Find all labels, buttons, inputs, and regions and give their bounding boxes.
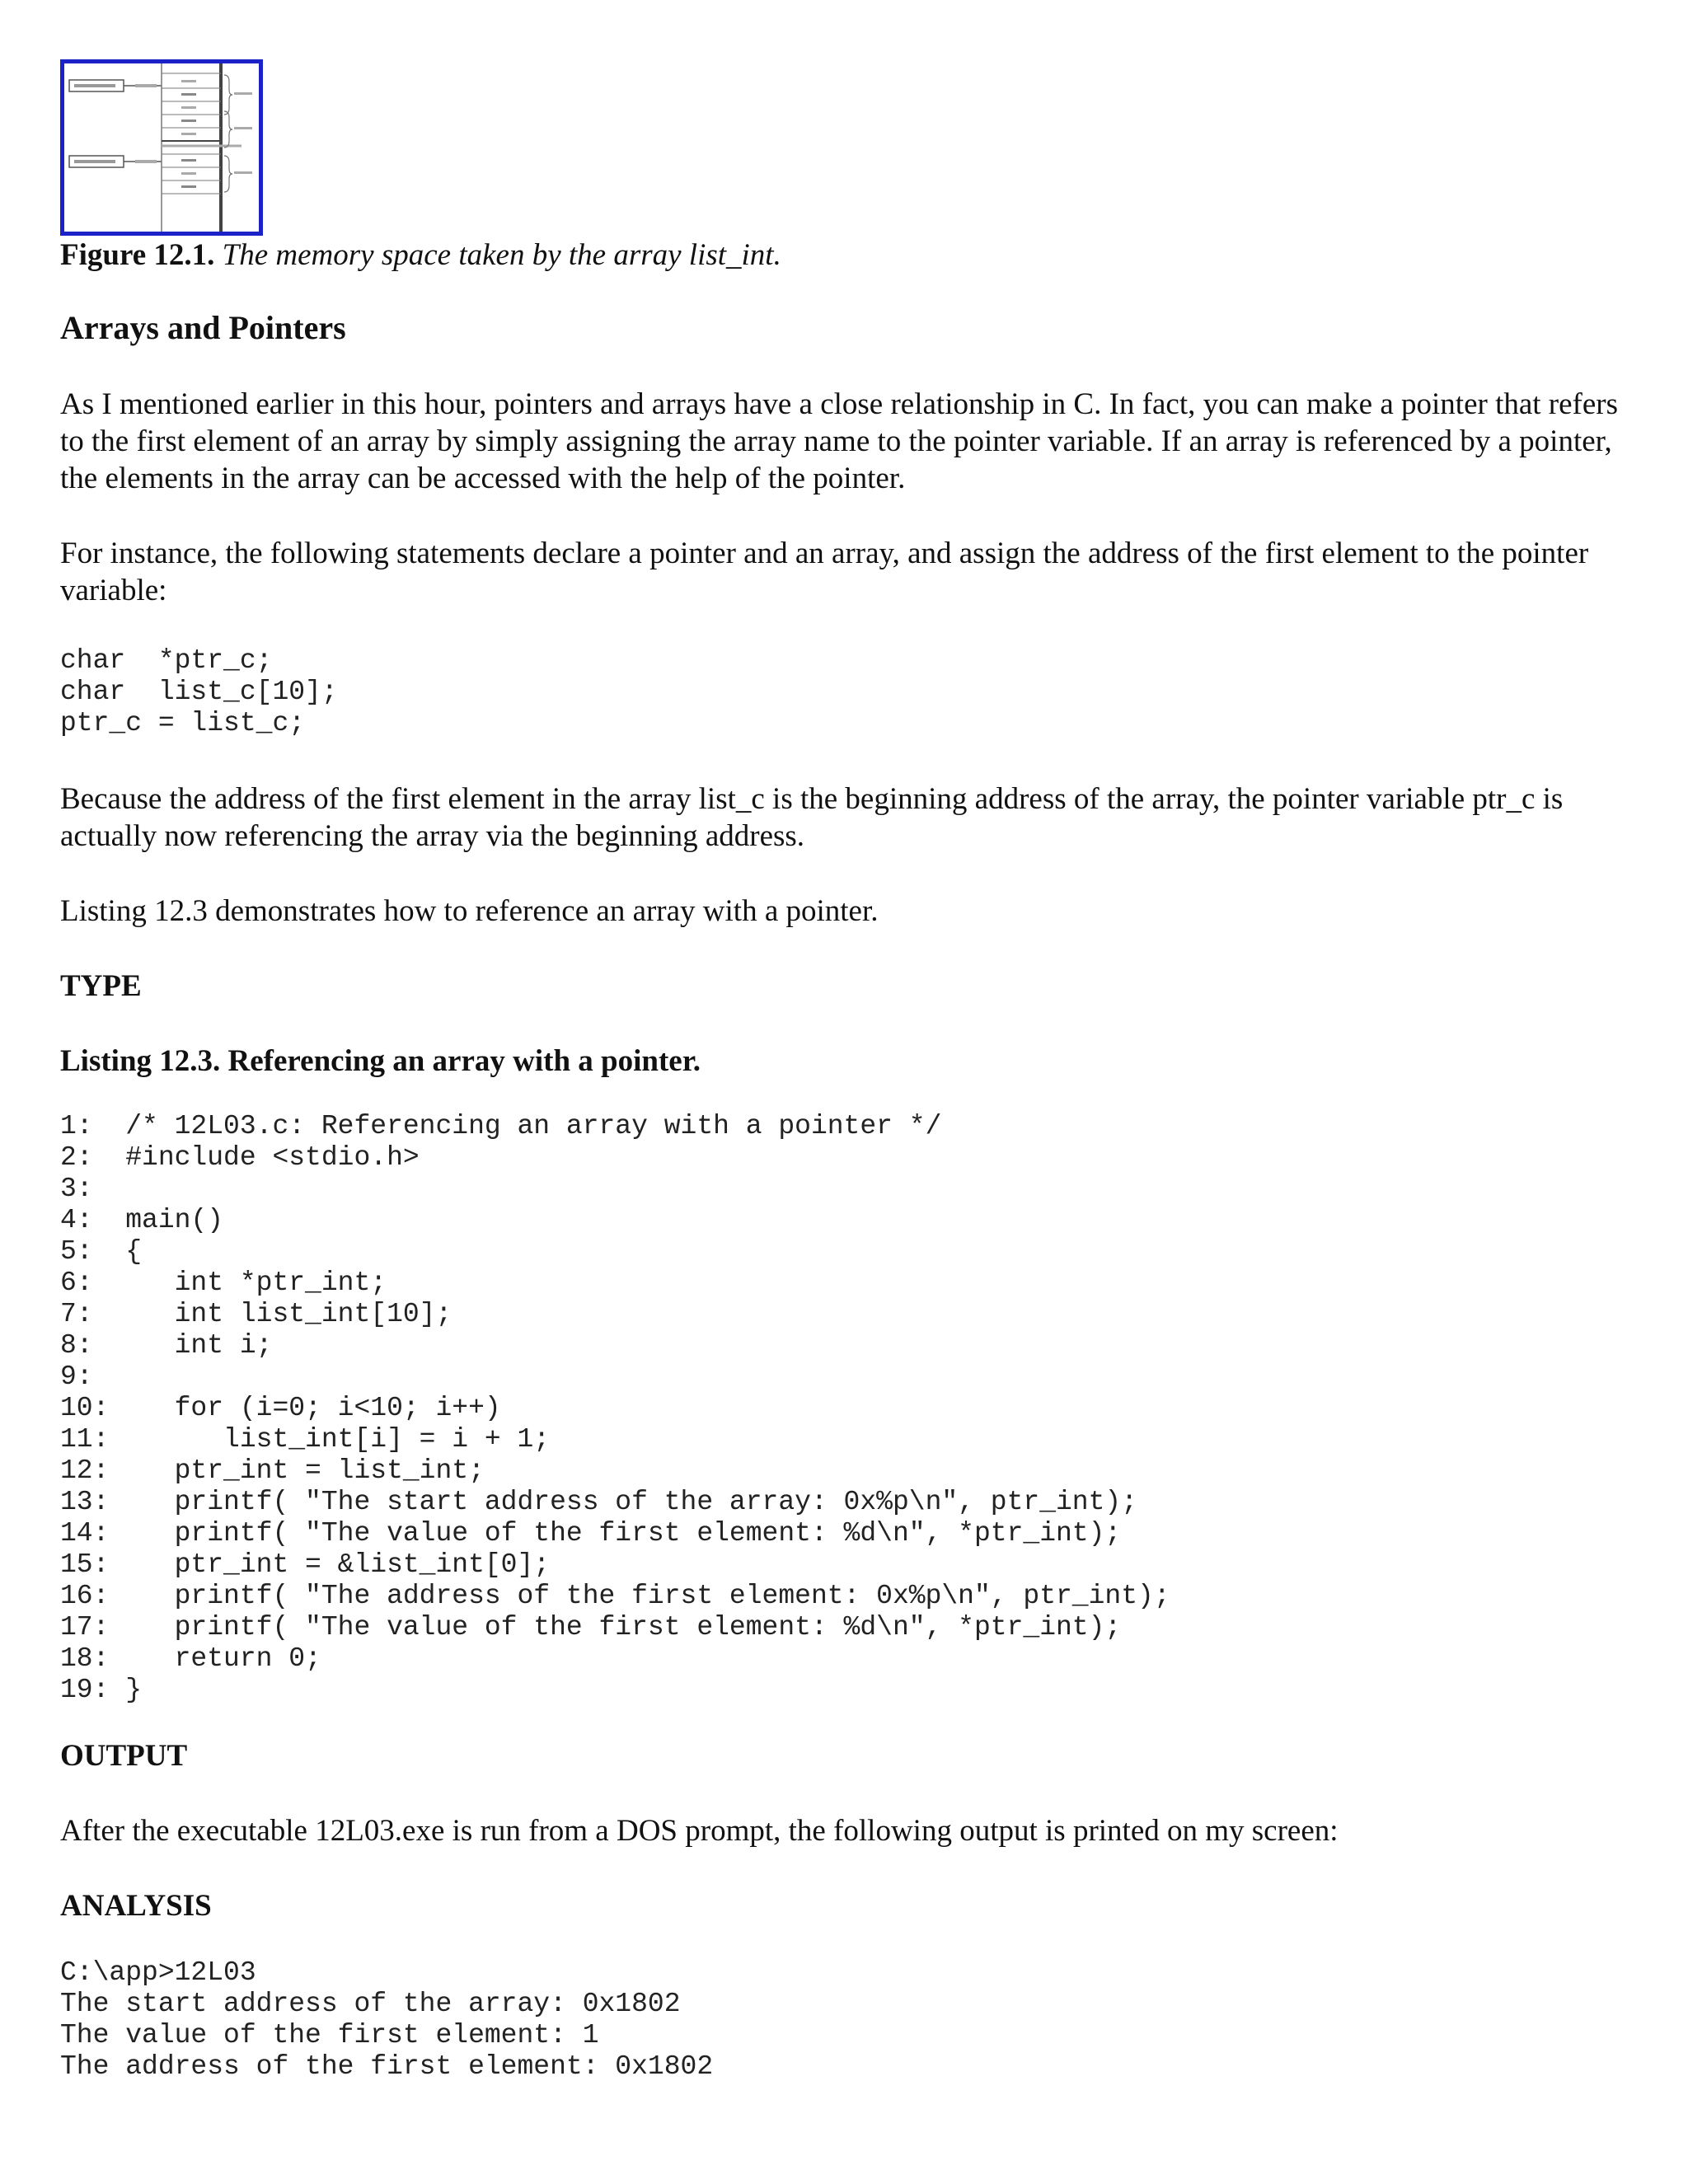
figure-caption-text: The memory space taken by the array list_int. bbox=[222, 238, 781, 272]
program-output-block: C:\app>12L03 The start address of the array: 0x1802 The value of the first element: 1 The address of the first element: 0x1802 bbox=[60, 1957, 714, 2082]
figure-thumbnail[interactable] bbox=[60, 59, 263, 236]
analysis-label: ANALYSIS bbox=[60, 1889, 212, 1923]
figure-caption-label: Figure 12.1. bbox=[60, 238, 215, 272]
paragraph-beginning-address: Because the address of the first element in the array list_c is the beginning address of the array, the pointer variable ptr_c is actually now referencing the array via the beginning address. bbox=[60, 782, 1564, 853]
figure-caption bbox=[60, 237, 1626, 274]
paragraph-instance: For instance, the following statements declare a pointer and an array, and assign the address of the first element to the pointer variable: bbox=[60, 537, 1589, 607]
paragraph-listing-intro: Listing 12.3 demonstrates how to reference an array with a pointer. bbox=[60, 894, 879, 928]
document-page bbox=[60, 59, 1626, 2083]
section-heading: Arrays and Pointers bbox=[60, 309, 346, 346]
memory-layout-diagram-image bbox=[64, 63, 259, 232]
paragraph-output-intro: After the executable 12L03.exe is run from a DOS prompt, the following output is printed on my screen: bbox=[60, 1814, 1339, 1848]
paragraph-intro: As I mentioned earlier in this hour, pointers and arrays have a close relationship in C. In fact, you can make a pointer that refers to the first element of an array by simply assigning the array name to the pointer variable. If an array is referenced by a pointer, the elements in the array can be accessed with the help of the pointer. bbox=[60, 387, 1619, 495]
listing-code-block: 1: /* 12L03.c: Referencing an array with a pointer */ 2: #include <stdio.h> 3: 4: main() 5: { 6: int *ptr_int; 7: int list_int[10]; 8: int i; 9: 10: for (i=0; i<10; i++) 11: list_int[i] = i + 1; 12: ptr_int = list_int; 13: printf( "The start address of the array: 0x%p\n", ptr_int); 14: printf( "The value of the first element: %d\n", *ptr_int); 15: ptr_int = &list_int[0]; 16: printf( "The address of the first element: 0x%p\n", ptr_int); 17: printf( "The value of the first element: %d\n", *ptr_int); 18: return 0; 19: } bbox=[60, 1111, 1170, 1705]
output-label: OUTPUT bbox=[60, 1739, 188, 1773]
type-label: TYPE bbox=[60, 969, 142, 1003]
listing-title: Listing 12.3. Referencing an array with a pointer. bbox=[60, 1044, 701, 1078]
code-snippet-declarations: char *ptr_c; char list_c[10]; ptr_c = list_c; bbox=[60, 645, 338, 738]
